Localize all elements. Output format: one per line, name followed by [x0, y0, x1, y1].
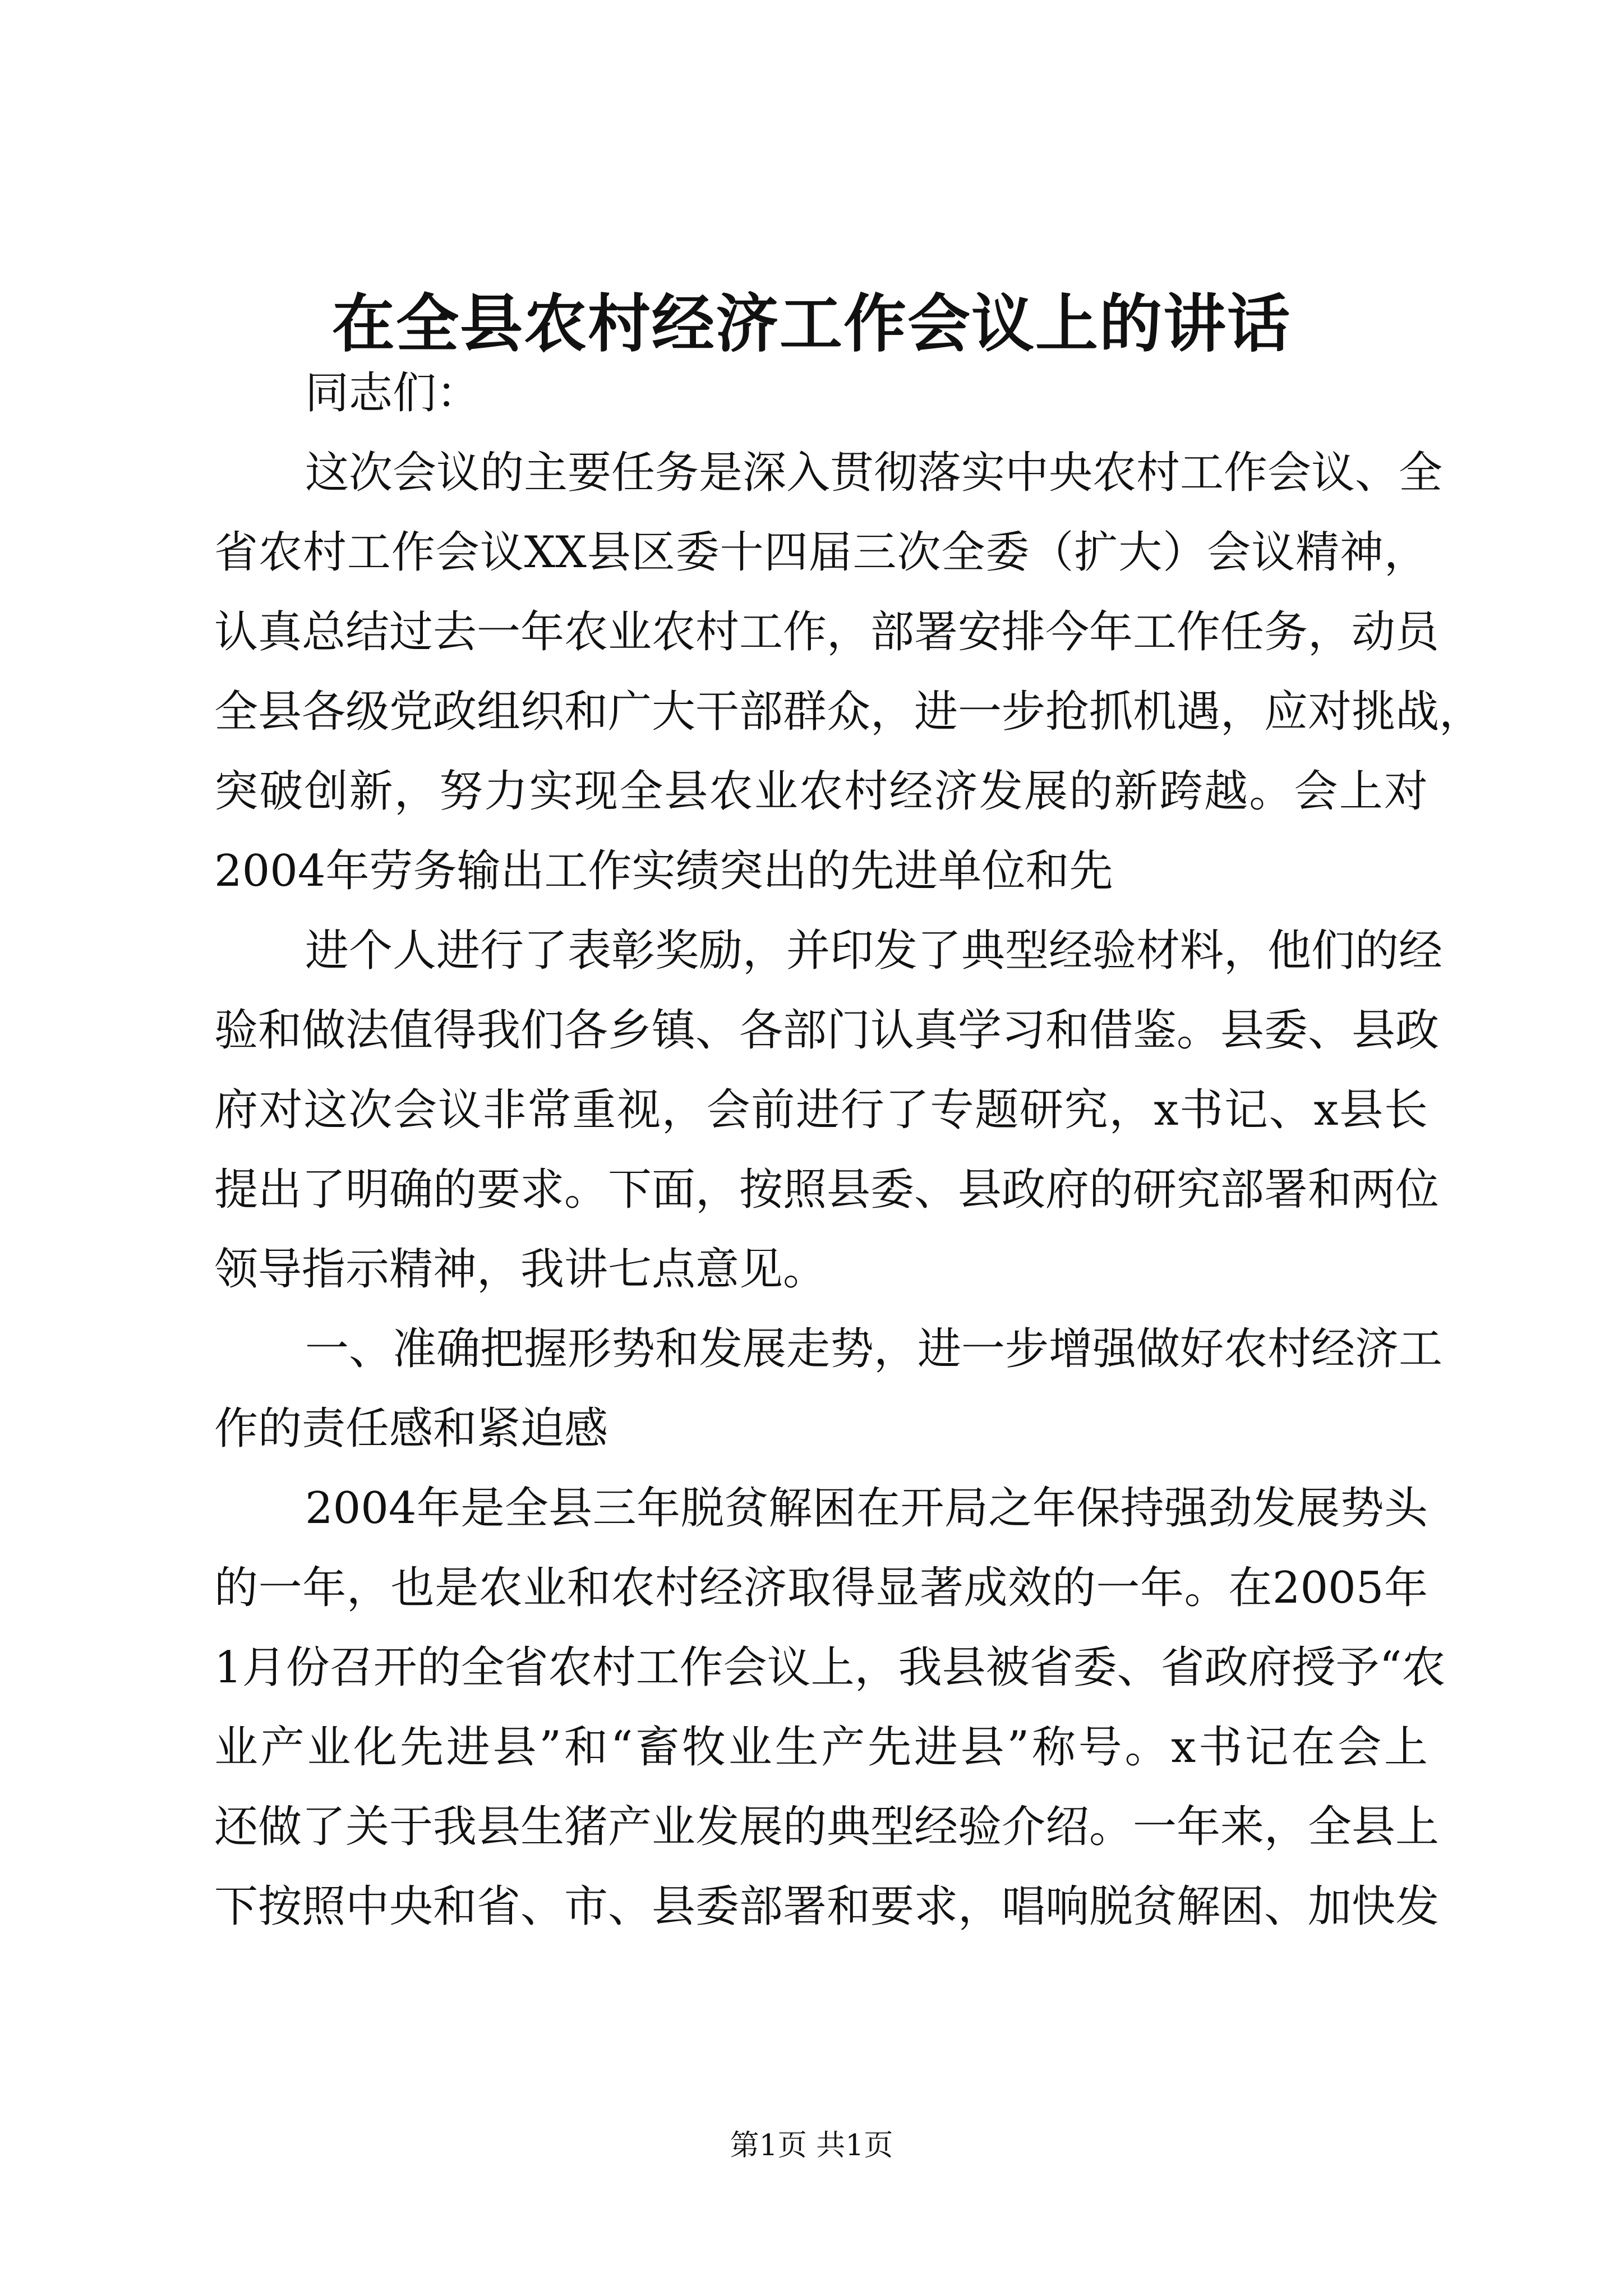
text-line: 2004年是全县三年脱贫解困在开局之年保持强劲发展势头 — [305, 1483, 1428, 1534]
page-footer: 第1页 共1页 — [730, 2129, 893, 2162]
text-line: 认真总结过去一年农业农村工作，部署安排今年工作任务，动员 — [214, 607, 1440, 657]
text-line: 业产业化先进县”和“畜牧业生产先进县”称号。x书记在会上 — [214, 1722, 1428, 1773]
text-line: 2004年劳务输出工作实绩突出的先进单位和先 — [214, 846, 1113, 896]
document-title: 在全县农村经济工作会议上的讲话 — [332, 287, 1291, 361]
text-line: 全县各级党政组织和广大干部群众，进一步抢抓机遇，应对挑战， — [214, 687, 1483, 737]
text-line-salutation: 同志们： — [305, 368, 481, 418]
document-body — [214, 353, 1483, 1947]
text-line: 提出了明确的要求。下面，按照县委、县政府的研究部署和两位 — [214, 1165, 1440, 1215]
text-line: 验和做法值得我们各乡镇、各部门认真学习和借鉴。县委、县政 — [214, 1005, 1440, 1056]
text-line: 突破创新，努力实现全县农业农村经济发展的新跨越。会上对 — [214, 766, 1428, 817]
section-heading-line: 作的责任感和紧迫感 — [214, 1404, 608, 1454]
text-line: 1月份召开的全省农村工作会议上，我县被省委、省政府授予“农 — [214, 1642, 1446, 1693]
section-heading-line: 一、准确把握形势和发展走势，进一步增强做好农村经济工 — [305, 1324, 1443, 1374]
text-line: 这次会议的主要任务是深入贯彻落实中央农村工作会议、全 — [305, 448, 1443, 498]
text-line: 省农村工作会议XX县区委十四届三次全委（扩大）会议精神， — [214, 527, 1428, 578]
text-line: 下按照中央和省、市、县委部署和要求，唱响脱贫解困、加快发 — [214, 1881, 1440, 1932]
text-line: 的一年，也是农业和农村经济取得显著成效的一年。在2005年 — [214, 1563, 1428, 1613]
text-line: 进个人进行了表彰奖励，并印发了典型经验材料，他们的经 — [305, 926, 1443, 976]
text-line: 府对这次会议非常重视，会前进行了专题研究，x书记、x县长 — [214, 1085, 1428, 1135]
text-line: 还做了关于我县生猪产业发展的典型经验介绍。一年来，全县上 — [214, 1802, 1440, 1852]
text-line: 领导指示精神，我讲七点意见。 — [214, 1244, 827, 1295]
